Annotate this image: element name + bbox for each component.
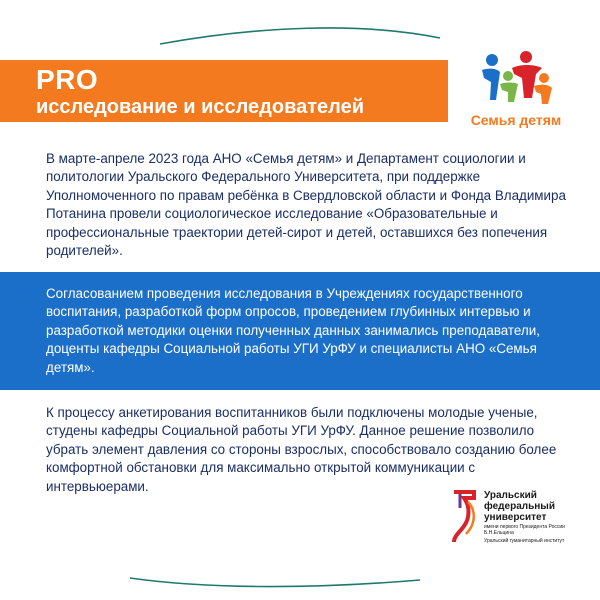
urfu-name: Уральский федеральный университет — [484, 490, 555, 523]
family-figures-icon — [478, 50, 554, 108]
decorative-wave-bottom — [0, 540, 600, 600]
paragraph-methodology: Согласованием проведения исследования в Учреждениях государственного воспитания, разработкой форм опросов, проведением глубинных интервью и разработкой методики оценки полученных данных занимались преподаватели, доценты кафедры Социальной работы УГИ УрФУ и специалисты АНО «Семья детям». — [46, 286, 540, 375]
urfu-emblem-icon — [448, 488, 482, 546]
urfu-logo — [448, 488, 588, 548]
urfu-institute: Уральский гуманитарный институт — [484, 538, 565, 544]
urfu-subtitle: имени первого Президента России Б.Н.Ельцина — [484, 524, 565, 536]
semya-detyam-logo — [470, 50, 562, 136]
paragraph-survey: К процессу анкетирования воспитанников были подключены молодые ученые, студены кафедры Социальной работы УГИ УрФУ. Данное решение позволило убрать элемент давления со стороны взрослых, способствовало созданию более комфортной обстановки для максимально открытой коммуникации с интервьюерами. — [46, 405, 557, 494]
page-subtitle: исследование и исследователей — [36, 96, 365, 118]
paragraph-intro: В марте-апреле 2023 года АНО «Семья детям» и Департамент социологии и политологии Уральского Федерального Университета, при поддержке Уполномоченного по правам ребёнка в Свердловской области и Фонда Владимира Потанина провели социологическое исследование «Образовательные и профессиональные траектории детей-сирот и детей, оставшихся без попечения родителей». — [46, 151, 566, 259]
page-title: PRO — [36, 64, 99, 95]
semya-detyam-logo-text: Семья детям — [470, 112, 562, 128]
